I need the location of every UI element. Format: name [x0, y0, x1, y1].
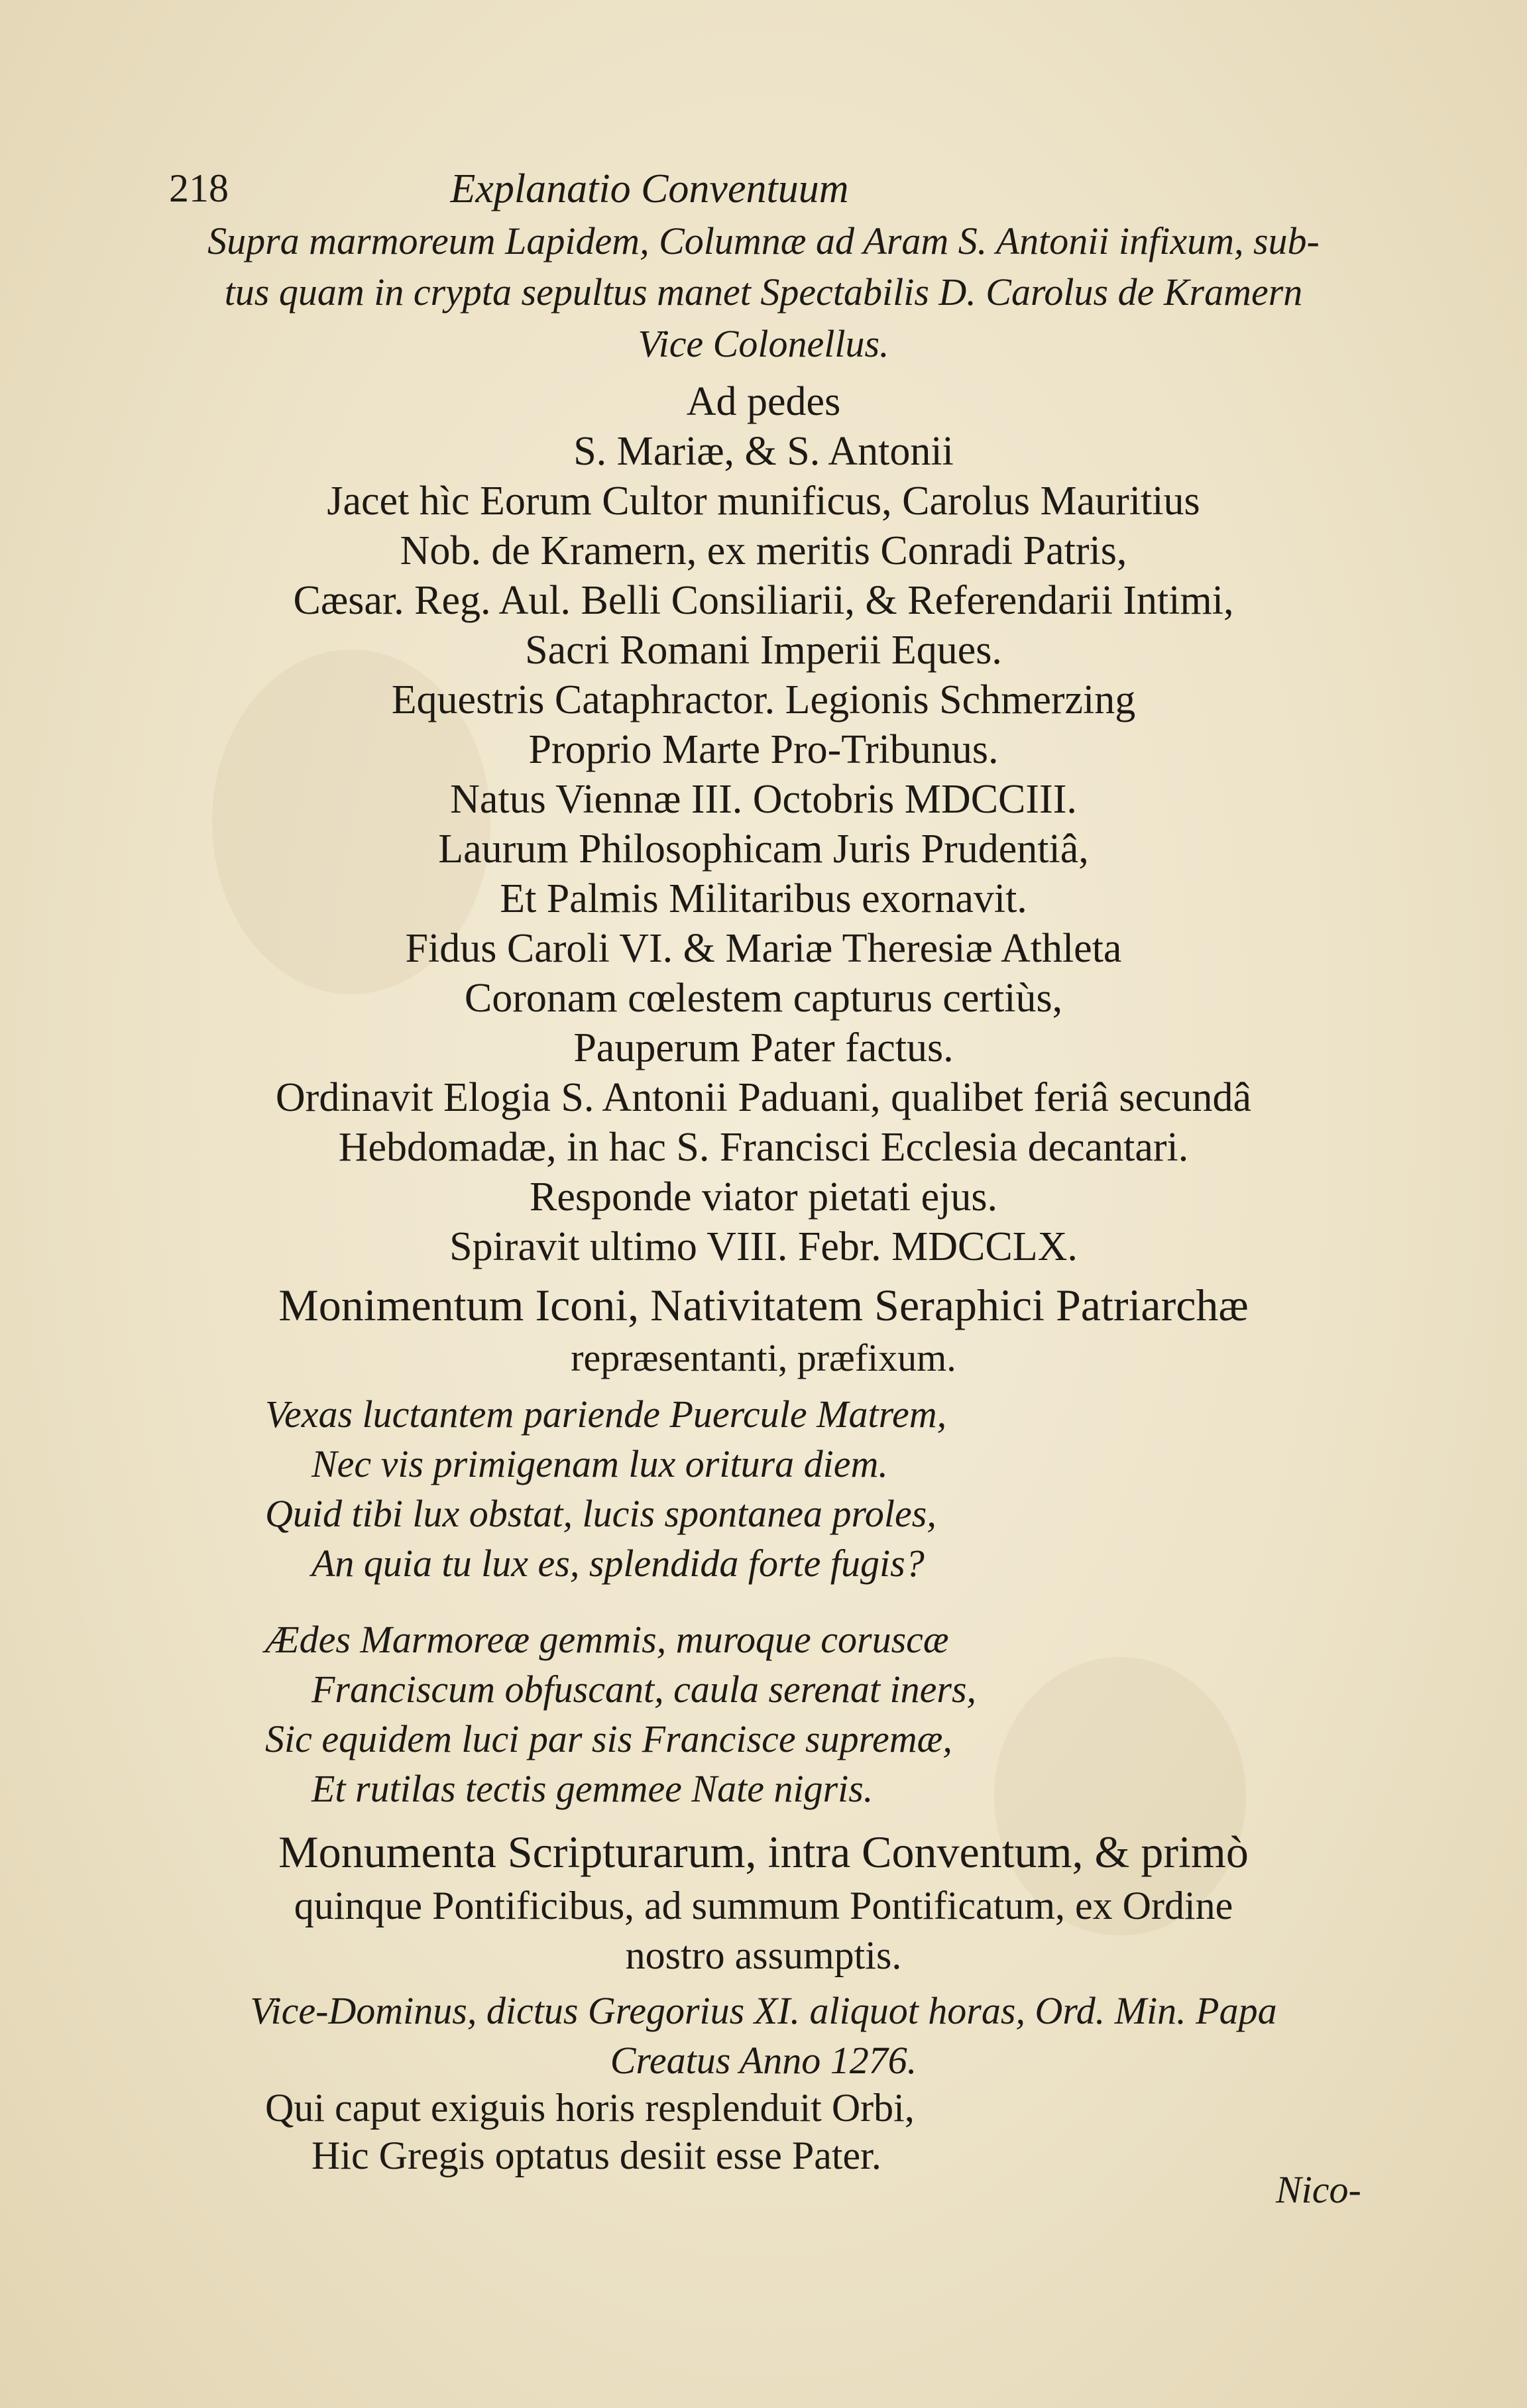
section-heading: Monimentum Iconi, Nativitatem Seraphici Patriarchæ	[278, 1280, 1249, 1330]
epitaph-line: S. Mariæ, & S. Antonii	[573, 429, 954, 474]
section-subheading: quinque Pontificibus, ad summum Pontificatum, ex Ordine	[294, 1884, 1233, 1927]
catchword: Nico-	[1276, 2168, 1361, 2211]
epitaph-line: Nob. de Kramern, ex meritis Conradi Patris,	[400, 528, 1127, 573]
epitaph-line: Proprio Marte Pro-Tribunus.	[528, 727, 999, 772]
epitaph-line: Jacet hìc Eorum Cultor munificus, Carolus Mauritius	[327, 479, 1200, 524]
epitaph-line: Hebdomadæ, in hac S. Francisci Ecclesia decantari.	[338, 1125, 1189, 1170]
poem-line: An quia tu lux es, splendida forte fugis?	[311, 1542, 925, 1585]
section-heading: Monumenta Scripturarum, intra Conventum, & primò	[278, 1827, 1249, 1877]
epitaph-line: Laurum Philosophicam Juris Prudentiâ,	[438, 827, 1089, 872]
epitaph-line: Sacri Romani Imperii Eques.	[525, 628, 1002, 673]
running-head: Explanatio Conventuum	[450, 166, 849, 211]
section-subheading: nostro assumptis.	[625, 1933, 902, 1977]
page-number: 218	[169, 166, 229, 210]
couplet-line: Hic Gregis optatus desiit esse Pater.	[311, 2134, 881, 2177]
entry-line: Vice-Dominus, dictus Gregorius XI. aliquot horas, Ord. Min. Papa	[250, 1989, 1277, 2032]
epitaph-line: Natus Viennæ III. Octobris MDCCIII.	[450, 777, 1077, 822]
epitaph-line: Spiravit ultimo VIII. Febr. MDCCLX.	[449, 1224, 1078, 1269]
epitaph-line: Pauperum Pater factus.	[573, 1025, 954, 1070]
poem-line: Sic equidem luci par sis Francisce supremæ,	[265, 1717, 952, 1760]
intro-line: Supra marmoreum Lapidem, Columnæ ad Aram S. Antonii infixum, sub-	[207, 219, 1320, 262]
poem-line: Quid tibi lux obstat, lucis spontanea proles,	[265, 1492, 936, 1535]
couplet-line: Qui caput exiguis horis resplenduit Orbi,	[265, 2086, 915, 2130]
poem-line: Et rutilas tectis gemmee Nate nigris.	[311, 1767, 874, 1810]
intro-line: Vice Colonellus.	[638, 322, 889, 365]
epitaph-line: Responde viator pietati ejus.	[530, 1175, 997, 1220]
epitaph-line: Cæsar. Reg. Aul. Belli Consiliarii, & Referendarii Intimi,	[293, 578, 1234, 623]
entry-line: Creatus Anno 1276.	[610, 2039, 917, 2082]
epitaph-line: Equestris Cataphractor. Legionis Schmerzing	[391, 677, 1136, 722]
epitaph-line: Ordinavit Elogia S. Antonii Paduani, qualibet feriâ secundâ	[275, 1075, 1252, 1120]
epitaph-line: Ad pedes	[686, 379, 841, 424]
epitaph-line: Coronam cœlestem capturus certiùs,	[464, 976, 1063, 1021]
poem-line: Nec vis primigenam lux oritura diem.	[311, 1442, 888, 1485]
poem-line: Franciscum obfuscant, caula serenat iners,	[311, 1668, 977, 1711]
poem-line: Vexas luctantem pariende Puercule Matrem,	[265, 1393, 947, 1436]
poem-line: Ædes Marmoreæ gemmis, muroque coruscæ	[265, 1618, 949, 1661]
section-subheading: repræsentanti, præfixum.	[571, 1336, 956, 1379]
intro-line: tus quam in crypta sepultus manet Spectabilis D. Carolus de Kramern	[224, 270, 1303, 314]
epitaph-line: Fidus Caroli VI. & Mariæ Theresiæ Athleta	[405, 926, 1122, 971]
epitaph-line: Et Palmis Militaribus exornavit.	[500, 876, 1027, 921]
